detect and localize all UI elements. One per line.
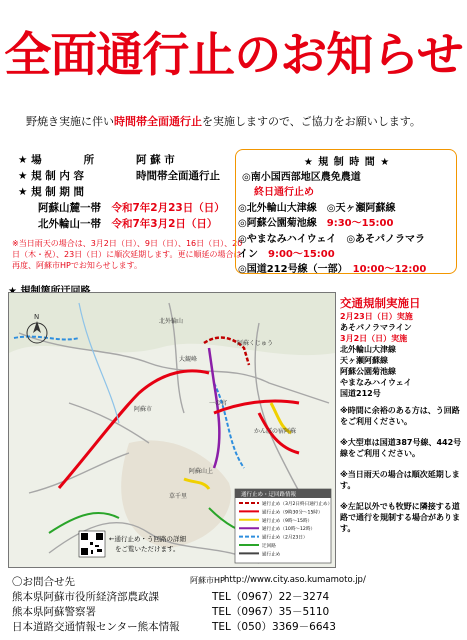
content-value: 時間帯全面通行止 — [136, 170, 220, 182]
info-content — [18, 168, 220, 183]
place-label: 一の宮 — [209, 400, 228, 407]
period-date: 令和7年3月2日（日） — [111, 218, 218, 230]
legend-title: 通行止め・迂回路情報 — [241, 492, 297, 498]
intro-text — [26, 113, 421, 129]
time-range: 10:00～12:00 — [352, 264, 427, 275]
side-note: ※当日雨天の場合は順次延期します。 — [340, 470, 460, 490]
legend-label: 通行止め（2月23日） — [262, 535, 308, 541]
page-title: 全面通行止のお知らせ — [4, 28, 463, 83]
road-name: イン — [238, 249, 258, 260]
qr-code[interactable] — [79, 531, 105, 557]
schedule-line — [238, 199, 395, 214]
road-name: ◎国道212号線（一部） — [238, 264, 343, 275]
time-range: 9:30～15:00 — [326, 218, 394, 229]
place-value: 阿 蘇 市 — [136, 154, 175, 166]
legend-label: 通行止め — [262, 552, 281, 558]
schedule-title: ★ 規 制 時 間 ★ — [303, 157, 391, 168]
intro-before: 野焼き実施に伴い — [26, 115, 114, 128]
map-legend — [235, 489, 332, 563]
schedule-line: ◎南小国西部地区農免農道 — [242, 172, 361, 183]
date-feb23: 2月23日（日）実施 — [340, 312, 413, 321]
legend-label: 迂回路 — [262, 544, 276, 549]
period-area: 阿蘇山麓一帯 — [38, 202, 101, 214]
detour-map — [8, 292, 336, 568]
content-label: ★ 規 制 内 容 — [18, 170, 85, 182]
period-row — [38, 216, 217, 231]
qr-caption: をご覧いただけます。 — [115, 545, 180, 553]
road-name: 国道212号 — [340, 389, 381, 398]
date-mar2: 3月2日（日）実施 — [340, 334, 408, 343]
place-label: かんぽの宿阿蘇 — [254, 428, 297, 435]
contact-name: 熊本県阿蘇市役所経済部農政課 — [12, 591, 159, 603]
road-name: 天ヶ瀬阿蘇線 — [340, 356, 388, 365]
schedule-line — [238, 230, 425, 245]
time-range: 9:00～15:00 — [268, 249, 335, 260]
legend-label: 通行止め（10時～12時） — [262, 527, 316, 533]
legend-label: 通行止め（3月2日終日通行止め） — [262, 502, 333, 507]
place-label: 北外輪山 — [159, 318, 184, 325]
place-label: 阿蘇市 — [134, 406, 153, 413]
schedule-line — [238, 214, 393, 229]
intro-highlight: 時間帯全面通行止 — [114, 115, 202, 128]
road-name: 阿蘇公園菊池線 — [340, 367, 396, 376]
road-name: ◎やまなみハイウェイ — [238, 234, 337, 245]
schedule-line — [254, 183, 314, 198]
contact-heading: 〇お問合せ先 — [12, 576, 75, 588]
period-row — [38, 200, 225, 215]
info-period-label: ★ 規 制 期 間 — [18, 186, 85, 198]
place-label: 阿蘇山上 — [189, 468, 214, 475]
side-note: ※大型車は国道387号線、442号線をご利用ください。 — [340, 438, 462, 458]
schedule-line — [238, 245, 335, 260]
contact-tel[interactable]: TEL（0967）22－3274 — [212, 591, 330, 603]
hp-label: 阿蘇市HP — [190, 576, 225, 585]
place-label: 草千里 — [169, 493, 188, 500]
place-label: 大観峰 — [179, 356, 198, 363]
intro-after: を実施しますので、ご協力をお願いします。 — [202, 115, 421, 128]
svg-text:N: N — [34, 313, 40, 321]
road-name: ◎天ヶ瀬阿蘇線 — [326, 203, 396, 214]
contact-tel[interactable]: TEL（0967）35－5110 — [212, 606, 330, 618]
contact-name: 日本道路交通情報センター熊本情報 — [12, 621, 180, 633]
side-note: ※左記以外でも牧野に隣接する道路で通行を規制する場合があります。 — [340, 502, 460, 533]
legend-label: 通行止め（9時30分～15時） — [262, 510, 323, 516]
contact-row — [12, 604, 330, 619]
contact-tel[interactable]: TEL（050）3369－6643 — [212, 621, 336, 633]
rain-note: ※当日雨天の場合は、3月2日（日）、9日（日）、16日（日）、20日（木・祝）、23日（日）に順次延期します。更に順延の場合は再度、阿蘇市HPでお知らせします。 — [12, 239, 243, 270]
period-date: 令和7年2月23日（日） — [111, 202, 225, 214]
info-place — [18, 152, 175, 167]
road-name: やまなみハイウェイ — [340, 378, 412, 387]
side-title: 交通規制実施日 — [340, 296, 421, 310]
legend-label: 通行止め（9時～15時） — [262, 518, 313, 524]
road-name: あそパノラマライン — [340, 323, 412, 332]
hp-link[interactable]: http://www.city.aso.kumamoto.jp/ — [224, 575, 366, 585]
road-name: 北外輪山大津線 — [340, 345, 396, 354]
place-label: ★ 場 所 — [18, 154, 95, 166]
contact-row — [12, 589, 330, 604]
road-name: ◎北外輪山大津線 — [238, 203, 317, 214]
road-name: ◎阿蘇公園菊池線 — [238, 218, 317, 229]
contact-name: 熊本県阿蘇警察署 — [12, 606, 96, 618]
side-note: ※時間に余裕のある方は、う回路をご利用ください。 — [340, 406, 460, 426]
period-area: 北外輪山一帯 — [38, 218, 101, 230]
map-graphic — [9, 293, 335, 567]
schedule-line — [238, 260, 426, 275]
contact-row — [12, 619, 336, 634]
road-name: ◎あそパノラマラ — [346, 234, 426, 245]
qr-caption: ←通行止め・う回路の詳細 — [109, 535, 186, 543]
all-day-closure: 終日通行止め — [254, 187, 314, 198]
place-label: 阿蘇くじゅう — [237, 340, 274, 347]
